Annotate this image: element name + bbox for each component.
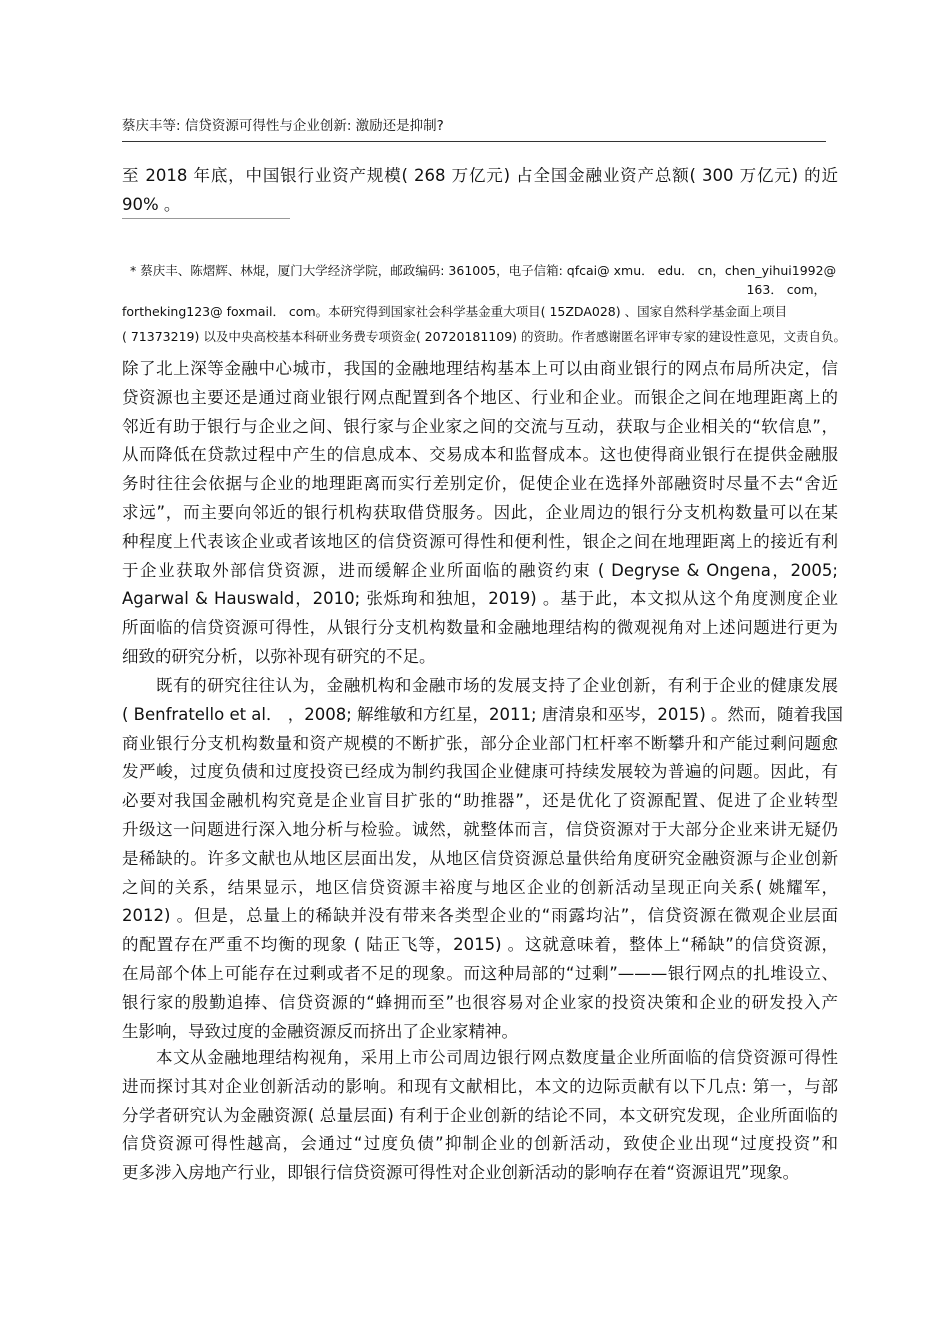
paragraph-1-line: 除了北上深等金融中心城市，我国的金融地理结构基本上可以由商业银行的网点布局所决定，信 <box>122 359 838 378</box>
paragraph-3-line: 信贷资源可得性越高，会通过“过度负债”抑制企业的创新活动，致使企业出现“过度投资”和 <box>122 1134 838 1154</box>
author-note-line: ( 71373219) 以及中央高校基本科研业务费专项资金( 20720181109) 的资助。作者感谢匿名评审专家的建设性意见，文责自负。 <box>122 329 847 344</box>
paragraph-2-line: 银行家的殷勤追捧、信贷资源的“蜂拥而至”也很容易对企业家的投资决策和企业的研发投入产 <box>122 992 838 1012</box>
paragraph-2-line: 在局部个体上可能存在过剩或者不足的现象。而这种局部的“过剩”———银行网点的扎堆设立、 <box>122 964 838 983</box>
paragraph-3-line: 进而探讨其对企业创新活动的影响。和现有文献相比，本文的边际贡献有以下几点: 第一，与部 <box>122 1076 838 1096</box>
paragraph-2-line: 2012) 。但是，总量上的稀缺并没有带来各类型企业的“雨露均沾”，信贷资源在微观企业层面 <box>122 906 838 926</box>
paragraph-1-line: 于企业获取外部信贷资源，进而缓解企业所面临的融资约束 ( Degryse & Ongena，2005; <box>122 560 838 580</box>
paragraph-2-line: 发严峻，过度负债和过度投资已经成为制约我国企业健康可持续发展较为普遍的问题。因此，有 <box>122 762 838 782</box>
paragraph-2-line: 必要对我国金融机构究竟是企业盲目扩张的“助推器”，还是优化了资源配置、促进了企业转型 <box>122 791 838 811</box>
footnote-separator <box>122 218 290 219</box>
paragraph-1-line: Agarwal & Hauswald，2010; 张烁珣和独旭，2019) 。基于此，本文拟从这个角度测度企业 <box>122 589 838 609</box>
author-note-line: * 蔡庆丰、陈熠辉、林焜，厦门大学经济学院，邮政编码: 361005，电子信箱: qfcai@ xmu． edu． cn，chen_yihui1992@ <box>130 263 837 278</box>
paragraph-2-line: 生影响，导致过度的金融资源反而挤出了企业家精神。 <box>122 1021 518 1041</box>
paragraph-1-line: 求远”，而主要向邻近的银行机构获取借贷服务。因此，企业周边的银行分支机构数量可以在某 <box>122 503 838 522</box>
paragraph-2-line: 既有的研究往往认为，金融机构和金融市场的发展支持了企业创新，有利于企业的健康发展 <box>156 676 838 695</box>
paragraph-2-line: 升级这一问题进行深入地分析与检验。诚然，就整体而言，信贷资源对于大部分企业来讲无疑仍 <box>122 820 838 839</box>
paragraph-2-line: 的配置存在严重不均衡的现象 ( 陆正飞等，2015) 。这就意味着，整体上“稀缺”的信贷资源， <box>122 935 838 955</box>
paragraph-3-line: 分学者研究认为金融资源( 总量层面) 有利于企业创新的结论不同，本文研究发现，企业所面临的 <box>122 1105 838 1125</box>
paragraph-1-line: 所面临的信贷资源可得性，从银行分支机构数量和金融地理结构的微观视角对上述问题进行更为 <box>122 618 838 638</box>
paragraph-2-line: ( Benfratello et al． ，2008; 解维敏和方红星，2011; 唐清泉和巫岑，2015) 。然而，随着我国 <box>122 704 844 724</box>
footnote-line: 至 2018 年底，中国银行业资产规模( 268 万亿元) 占全国金融业资产总额( 300 万亿元) 的近 <box>122 166 838 185</box>
header-rule <box>122 141 826 142</box>
paragraph-1-line: 从而降低在贷款过程中产生的信息成本、交易成本和监督成本。这也使得商业银行在提供金融服 <box>122 445 838 465</box>
paragraph-1-line: 贷资源也主要还是通过商业银行网点配置到各个地区、行业和企业。而银企之间在地理距离上的 <box>122 387 838 407</box>
paragraph-1-line: 种程度上代表该企业或者该地区的信贷资源可得性和便利性，银企之间在地理距离上的接近有利 <box>122 531 838 551</box>
paragraph-2-line: 之间的关系，结果显示，地区信贷资源丰裕度与地区企业的创新活动呈现正向关系( 姚耀军， <box>122 877 838 897</box>
paragraph-1-line: 务时往往会依据与企业的地理距离而实行差别定价，促使企业在选择外部融资时尽量不去“舍近 <box>122 474 838 494</box>
author-note-line: fortheking123@ foxmail． com。本研究得到国家社会科学基金重大项目( 15ZDA028) 、国家自然科学基金面上项目 <box>122 304 788 319</box>
paragraph-1-line: 细致的研究分析，以弥补现有研究的不足。 <box>122 647 436 666</box>
paragraph-3-line: 本文从金融地理结构视角，采用上市公司周边银行网点数度量企业所面临的信贷资源可得性 <box>156 1048 838 1067</box>
paragraph-1-line: 邻近有助于银行与企业之间、银行家与企业家之间的交流与互动，获取与企业相关的“软信息”， <box>122 416 838 436</box>
paragraph-2-line: 商业银行分支机构数量和资产规模的不断扩张，部分企业部门杠杆率不断攀升和产能过剩问题愈 <box>122 733 838 753</box>
paragraph-2-line: 是稀缺的。许多文献也从地区层面出发，从地区信贷资源总量供给角度研究金融资源与企业创新 <box>122 848 838 868</box>
footnote-line: 90% 。 <box>122 195 181 214</box>
author-note-line: 163． com， <box>746 282 826 297</box>
running-header: 蔡庆丰等: 信贷资源可得性与企业创新: 激励还是抑制? <box>122 118 444 134</box>
paragraph-3-line: 更多涉入房地产行业，即银行信贷资源可得性对企业创新活动的影响存在着“资源诅咒”现象。 <box>122 1163 800 1183</box>
